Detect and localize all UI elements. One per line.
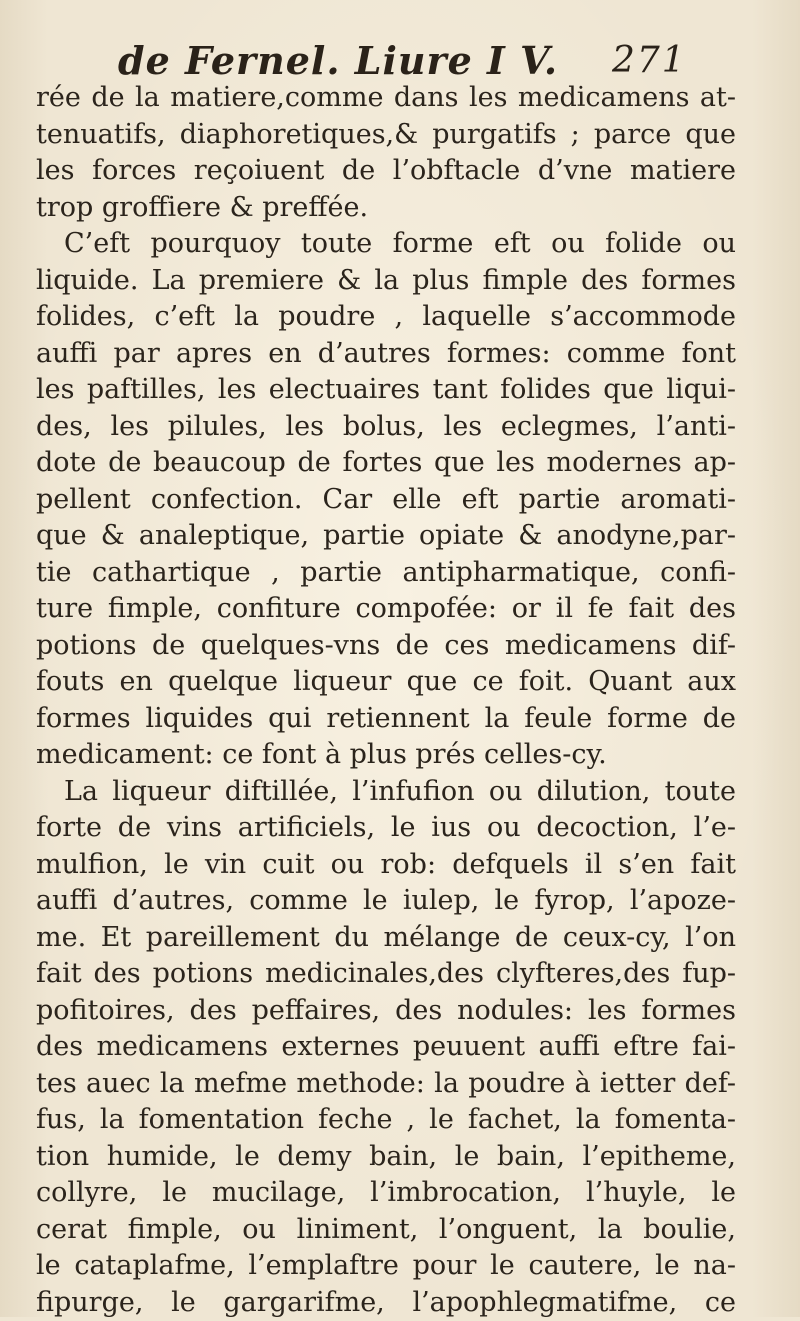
text-line: les forces reçoiuent de l’obftacle d’vne matiere	[36, 153, 736, 190]
text-line: folides, c’eft la poudre , laquelle s’accommode	[36, 299, 736, 336]
text-line: le cataplafme, l’emplaftre pour le cautere, le na-	[36, 1248, 736, 1285]
text-line: pellent confection. Car elle eft partie aromati-	[36, 482, 736, 519]
text-line: dote de beaucoup de fortes que les modernes ap-	[36, 445, 736, 482]
text-line: liquide. La premiere & la plus fimple des formes	[36, 263, 736, 300]
text-line: que & analeptique, partie opiate & anodyne,par-	[36, 518, 736, 555]
running-title: de Fernel. Liure I V.	[118, 38, 558, 83]
text-line: me. Et pareillement du mélange de ceux-cy, l’on	[36, 920, 736, 957]
text-line: cerat fimple, ou liniment, l’onguent, la boulie,	[36, 1212, 736, 1249]
text-line: tes auec la mefme methode: la poudre à ietter def-	[36, 1066, 736, 1103]
text-line: collyre, le mucilage, l’imbrocation, l’huyle, le	[36, 1175, 736, 1212]
text-line: fipurge, le gargarifme, l’apophlegmatifme, ce	[36, 1285, 736, 1321]
text-line: C’eft pourquoy toute forme eft ou folide ou	[36, 226, 736, 263]
body-text	[36, 80, 736, 1321]
text-line: fus, la fomentation feche , le fachet, la fomenta-	[36, 1102, 736, 1139]
text-line: mulfion, le vin cuit ou rob: defquels il s’en fait	[36, 847, 736, 884]
text-line: tie cathartique , partie antipharmatique, confi-	[36, 555, 736, 592]
text-line: trop groffiere & preffée.	[36, 190, 736, 227]
text-line: des medicamens externes peuuent auffi eftre fai-	[36, 1029, 736, 1066]
text-line: forte de vins artificiels, le ius ou decoction, l’e-	[36, 810, 736, 847]
text-line: tenuatifs, diaphoretiques,& purgatifs ; parce que	[36, 117, 736, 154]
text-line: formes liquides qui retiennent la feule forme de	[36, 701, 736, 738]
text-line: les paftilles, les electuaires tant folides que liqui-	[36, 372, 736, 409]
text-line: des, les pilules, les bolus, les eclegmes, l’anti-	[36, 409, 736, 446]
text-line: pofitoires, des peffaires, des nodules: les formes	[36, 993, 736, 1030]
text-line: rée de la matiere,comme dans les medicamens at-	[36, 80, 736, 117]
text-line: tion humide, le demy bain, le bain, l’epitheme,	[36, 1139, 736, 1176]
text-line: medicament: ce font à plus prés celles-cy.	[36, 737, 736, 774]
text-line: fait des potions medicinales,des clyfteres,des fup-	[36, 956, 736, 993]
text-line: potions de quelques-vns de ces medicamens dif-	[36, 628, 736, 665]
page-number: 271	[612, 40, 687, 81]
text-line: fouts en quelque liqueur que ce foit. Quant aux	[36, 664, 736, 701]
text-line: La liqueur diftillée, l’infufion ou dilution, toute	[36, 774, 736, 811]
text-line: auffi par apres en d’autres formes: comme font	[36, 336, 736, 373]
text-line: ture fimple, confiture compofée: or il fe fait des	[36, 591, 736, 628]
text-line: auffi d’autres, comme le iulep, le fyrop, l’apoze-	[36, 883, 736, 920]
